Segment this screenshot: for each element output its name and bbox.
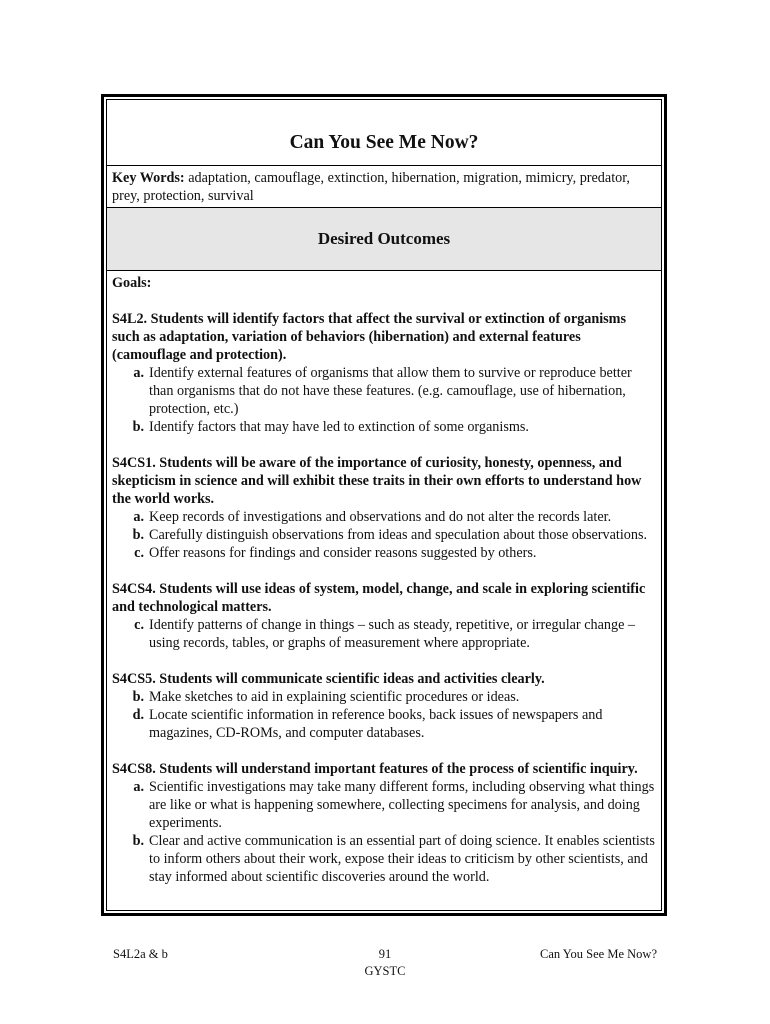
- standard-item: [112, 778, 656, 832]
- footer-organization: GYSTC: [364, 964, 406, 978]
- standard-heading: S4CS5. Students will communicate scientific ideas and activities clearly.: [112, 671, 545, 687]
- item-text: Make sketches to aid in explaining scientific procedures or ideas.: [149, 689, 520, 705]
- standard-heading: S4CS8. Students will understand important features of the process of scientific inquiry.: [112, 761, 638, 777]
- desired-outcomes-row: [107, 208, 661, 271]
- item-text: Identify external features of organisms that allow them to survive or reproduce better than organisms that do not have these features. (e.g. camouflage, use of hibernation, protection, etc.): [149, 365, 632, 417]
- item-text: Clear and active communication is an essential part of doing science. It enables scientists to inform others about their work, expose their ideas to criticism by other scientists, and stay informed about scientific discoveries around the world.: [149, 833, 655, 885]
- item-letter: d.: [132, 707, 144, 723]
- goals-section: [107, 271, 661, 886]
- item-letter: c.: [134, 617, 144, 633]
- item-letter: b.: [132, 419, 144, 435]
- standard-item: [112, 526, 656, 544]
- desired-outcomes-heading: Desired Outcomes: [317, 229, 451, 248]
- key-words-label: Key Words:: [112, 170, 185, 186]
- key-words-row: [107, 166, 661, 208]
- standard-item: [112, 418, 656, 436]
- item-text: Locate scientific information in reference books, back issues of newspapers and magazines, CD-ROMs, and computer databases.: [149, 707, 603, 741]
- item-text: Carefully distinguish observations from ideas and speculation about those observations.: [149, 527, 648, 543]
- standard-item: [112, 364, 656, 418]
- key-words-text: adaptation, camouflage, extinction, hibernation, migration, mimicry, predator, prey, protection, survival: [112, 170, 630, 204]
- item-letter: a.: [133, 365, 144, 381]
- standard-item: [112, 508, 656, 526]
- lesson-frame: [101, 94, 667, 916]
- standard-item: [112, 832, 656, 886]
- standard-heading: S4L2. Students will identify factors that affect the survival or extinction of organisms such as adaptation, variation of behaviors (hibernation) and external features (camouflage and protection).: [112, 311, 627, 363]
- item-letter: a.: [133, 509, 144, 525]
- standard-s4cs5: [112, 670, 656, 742]
- item-letter: b.: [132, 833, 144, 849]
- item-letter: a.: [133, 779, 144, 795]
- standard-item: [112, 544, 656, 562]
- lesson-table: [106, 99, 662, 911]
- standard-s4cs8: [112, 760, 656, 886]
- standard-s4l2: [112, 310, 656, 436]
- footer-lesson-title: Can You See Me Now?: [539, 947, 657, 961]
- item-text: Identify patterns of change in things – such as steady, repetitive, or irregular change – using records, tables, or graphs of measurement where appropriate.: [149, 617, 636, 651]
- standard-s4cs1: [112, 454, 656, 562]
- item-letter: b.: [132, 689, 144, 705]
- item-text: Keep records of investigations and observations and do not alter the records later.: [149, 509, 612, 525]
- item-text: Scientific investigations may take many different forms, including observing what things are like or what is happening somewhere, collecting specimens for analysis, and doing experiments.: [149, 779, 655, 831]
- standard-heading: S4CS1. Students will be aware of the importance of curiosity, honesty, openness, and skepticism in science and will exhibit these traits in their own efforts to understand how the world works.: [112, 455, 642, 507]
- goals-label: Goals:: [112, 275, 152, 291]
- item-letter: c.: [134, 545, 144, 561]
- item-letter: b.: [132, 527, 144, 543]
- title-row: [107, 100, 661, 166]
- page-title: Can You See Me Now?: [289, 132, 479, 153]
- standard-item: [112, 616, 656, 652]
- page-number: 91: [378, 947, 392, 961]
- item-text: Identify factors that may have led to extinction of some organisms.: [149, 419, 529, 435]
- footer-standard-code: S4L2a & b: [113, 947, 168, 961]
- standard-s4cs4: [112, 580, 656, 652]
- standard-item: [112, 706, 656, 742]
- standard-heading: S4CS4. Students will use ideas of system, model, change, and scale in exploring scientific and technological matters.: [112, 581, 646, 615]
- standard-item: [112, 688, 656, 706]
- item-text: Offer reasons for findings and consider reasons suggested by others.: [149, 545, 537, 561]
